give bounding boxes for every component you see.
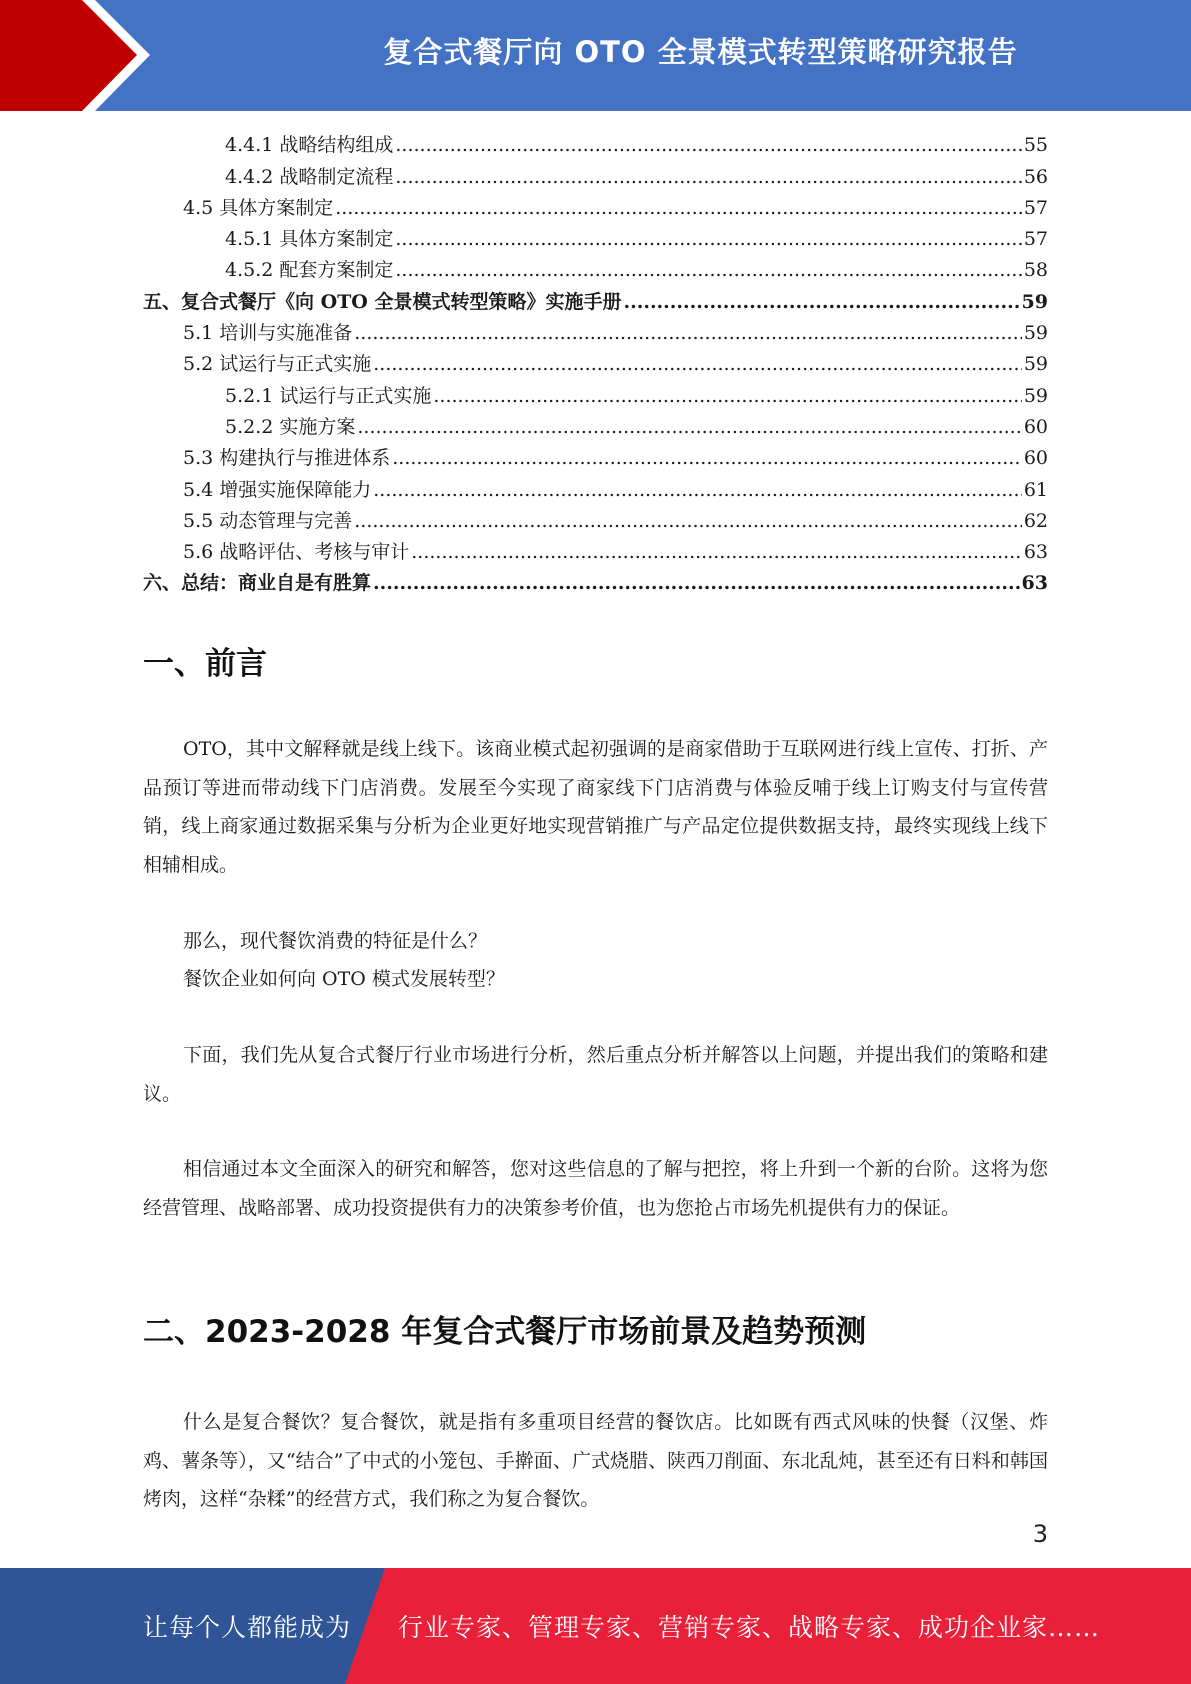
toc-entry[interactable] bbox=[143, 128, 1048, 159]
toc-dot-leader bbox=[373, 571, 1020, 595]
toc-dot-leader bbox=[433, 384, 1021, 408]
toc-dot-leader bbox=[392, 446, 1022, 470]
toc-entry-page: 57 bbox=[1023, 196, 1048, 219]
toc-dot-leader bbox=[395, 133, 1021, 157]
toc-dot-leader bbox=[373, 478, 1022, 502]
toc-entry-title: 5.3 构建执行与推进体系 bbox=[183, 447, 391, 470]
question-2: 餐饮企业如何向 OTO 模式发展转型？ bbox=[183, 968, 505, 990]
question-1: 那么，现代餐饮消费的特征是什么？ bbox=[183, 930, 488, 952]
toc-entry-title: 5.5 动态管理与完善 bbox=[183, 509, 353, 532]
page-header bbox=[0, 0, 1191, 111]
toc-entry-page: 60 bbox=[1023, 415, 1048, 438]
toc-entry-title: 5.2.1 试运行与正式实施 bbox=[225, 384, 432, 407]
toc-dot-leader bbox=[354, 509, 1022, 533]
paragraph-composite-dining: 什么是复合餐饮？复合餐饮，就是指有多重项目经营的餐饮店。比如既有西式风味的快餐（汉堡、炸鸡、薯条等），又“结合”了中式的小笼包、手擀面、广式烧腊、陕西刀削面、东北乱炖，甚至还有日料和韩国烤肉，这样“杂糅”的经营方式，我们称之为复合餐饮。 bbox=[143, 1411, 1048, 1510]
toc-entry-page: 58 bbox=[1023, 259, 1048, 282]
toc-dot-leader bbox=[395, 227, 1021, 251]
toc-entry-title: 5.1 培训与实施准备 bbox=[183, 322, 353, 345]
toc-entry-page: 63 bbox=[1023, 541, 1048, 564]
toc-entry-page: 62 bbox=[1023, 509, 1048, 532]
toc-entry[interactable] bbox=[143, 566, 1048, 597]
toc-entry-title: 4.5 具体方案制定 bbox=[183, 196, 334, 219]
paragraph-value: 相信通过本文全面深入的研究和解答，您对这些信息的了解与把控，将上升到一个新的台阶。这将为您经营管理、战略部署、成功投资提供有力的决策参考价值，也为您抢占市场先机提供有力的保证。 bbox=[143, 1158, 1048, 1219]
footer-slogan-left: 让每个人都能成为 bbox=[143, 1613, 352, 1642]
page-number: 3 bbox=[1032, 1520, 1048, 1548]
toc-entry-page: 59 bbox=[1021, 290, 1048, 313]
toc-entry-page: 59 bbox=[1023, 322, 1048, 345]
toc-entry-title: 5.4 增强实施保障能力 bbox=[183, 478, 372, 501]
toc-entry-page: 55 bbox=[1023, 134, 1048, 157]
toc-entry-title: 5.2.2 实施方案 bbox=[225, 415, 356, 438]
toc-entry-title: 4.5.1 具体方案制定 bbox=[225, 228, 394, 251]
toc-entry[interactable] bbox=[143, 504, 1048, 535]
page-footer bbox=[0, 1568, 1191, 1684]
toc-dot-leader bbox=[357, 415, 1021, 439]
toc-dot-leader bbox=[373, 352, 1022, 376]
toc-entry[interactable] bbox=[143, 159, 1048, 190]
toc-entry[interactable] bbox=[143, 378, 1048, 409]
toc-dot-leader bbox=[411, 540, 1022, 564]
toc-entry[interactable] bbox=[143, 284, 1048, 315]
toc-dot-leader bbox=[335, 196, 1022, 220]
toc-dot-leader bbox=[395, 258, 1021, 282]
report-title: 复合式餐厅向 OTO 全景模式转型策略研究报告 bbox=[383, 34, 1018, 69]
toc-entry[interactable] bbox=[143, 535, 1048, 566]
toc-entry-page: 63 bbox=[1021, 572, 1048, 595]
toc-entry-page: 60 bbox=[1023, 447, 1048, 470]
toc-entry-page: 59 bbox=[1023, 353, 1048, 376]
toc-entry-page: 57 bbox=[1023, 228, 1048, 251]
footer-slogan-right: 行业专家、管理专家、营销专家、战略专家、成功企业家…… bbox=[398, 1613, 1101, 1642]
toc-entry-title: 4.5.2 配套方案制定 bbox=[225, 259, 394, 282]
header-red-arrow-decoration bbox=[0, 0, 150, 111]
toc-dot-leader bbox=[354, 321, 1022, 345]
paragraph-analysis-plan: 下面，我们先从复合式餐厅行业市场进行分析，然后重点分析并解答以上问题，并提出我们的策略和建议。 bbox=[143, 1044, 1048, 1105]
toc-entry-title: 4.4.1 战略结构组成 bbox=[225, 134, 394, 157]
toc-entry-title: 五、复合式餐厅《向 OTO 全景模式转型策略》实施手册 bbox=[143, 290, 622, 313]
section-heading-market-outlook: 二、2023-2028 年复合式餐厅市场前景及趋势预测 bbox=[143, 1314, 867, 1350]
toc-entry[interactable] bbox=[143, 347, 1048, 378]
toc-entry[interactable] bbox=[143, 253, 1048, 284]
toc-entry-title: 5.2 试运行与正式实施 bbox=[183, 353, 372, 376]
toc-entry-page: 61 bbox=[1023, 478, 1048, 501]
toc-entry-page: 59 bbox=[1023, 384, 1048, 407]
table-of-contents bbox=[143, 128, 1048, 597]
toc-entry[interactable] bbox=[143, 316, 1048, 347]
toc-entry[interactable] bbox=[143, 441, 1048, 472]
toc-entry[interactable] bbox=[143, 472, 1048, 503]
toc-entry-title: 4.4.2 战略制定流程 bbox=[225, 165, 394, 188]
toc-dot-leader bbox=[623, 290, 1019, 314]
paragraph-oto-intro: OTO，其中文解释就是线上线下。该商业模式起初强调的是商家借助于互联网进行线上宣传、打折、产品预订等进而带动线下门店消费。发展至今实现了商家线下门店消费与体验反哺于线上订购支付与宣传营销，线上商家通过数据采集与分析为企业更好地实现营销推广与产品定位提供数据支持，最终实现线上线下相辅相成。 bbox=[143, 738, 1048, 876]
toc-entry-title: 5.6 战略评估、考核与审计 bbox=[183, 541, 410, 564]
toc-entry[interactable] bbox=[143, 191, 1048, 222]
section-heading-preface: 一、前言 bbox=[143, 646, 267, 682]
toc-dot-leader bbox=[395, 165, 1021, 189]
toc-entry[interactable] bbox=[143, 410, 1048, 441]
toc-entry-page: 56 bbox=[1023, 165, 1048, 188]
toc-entry[interactable] bbox=[143, 222, 1048, 253]
toc-entry-title: 六、总结：商业自是有胜算 bbox=[143, 572, 372, 595]
